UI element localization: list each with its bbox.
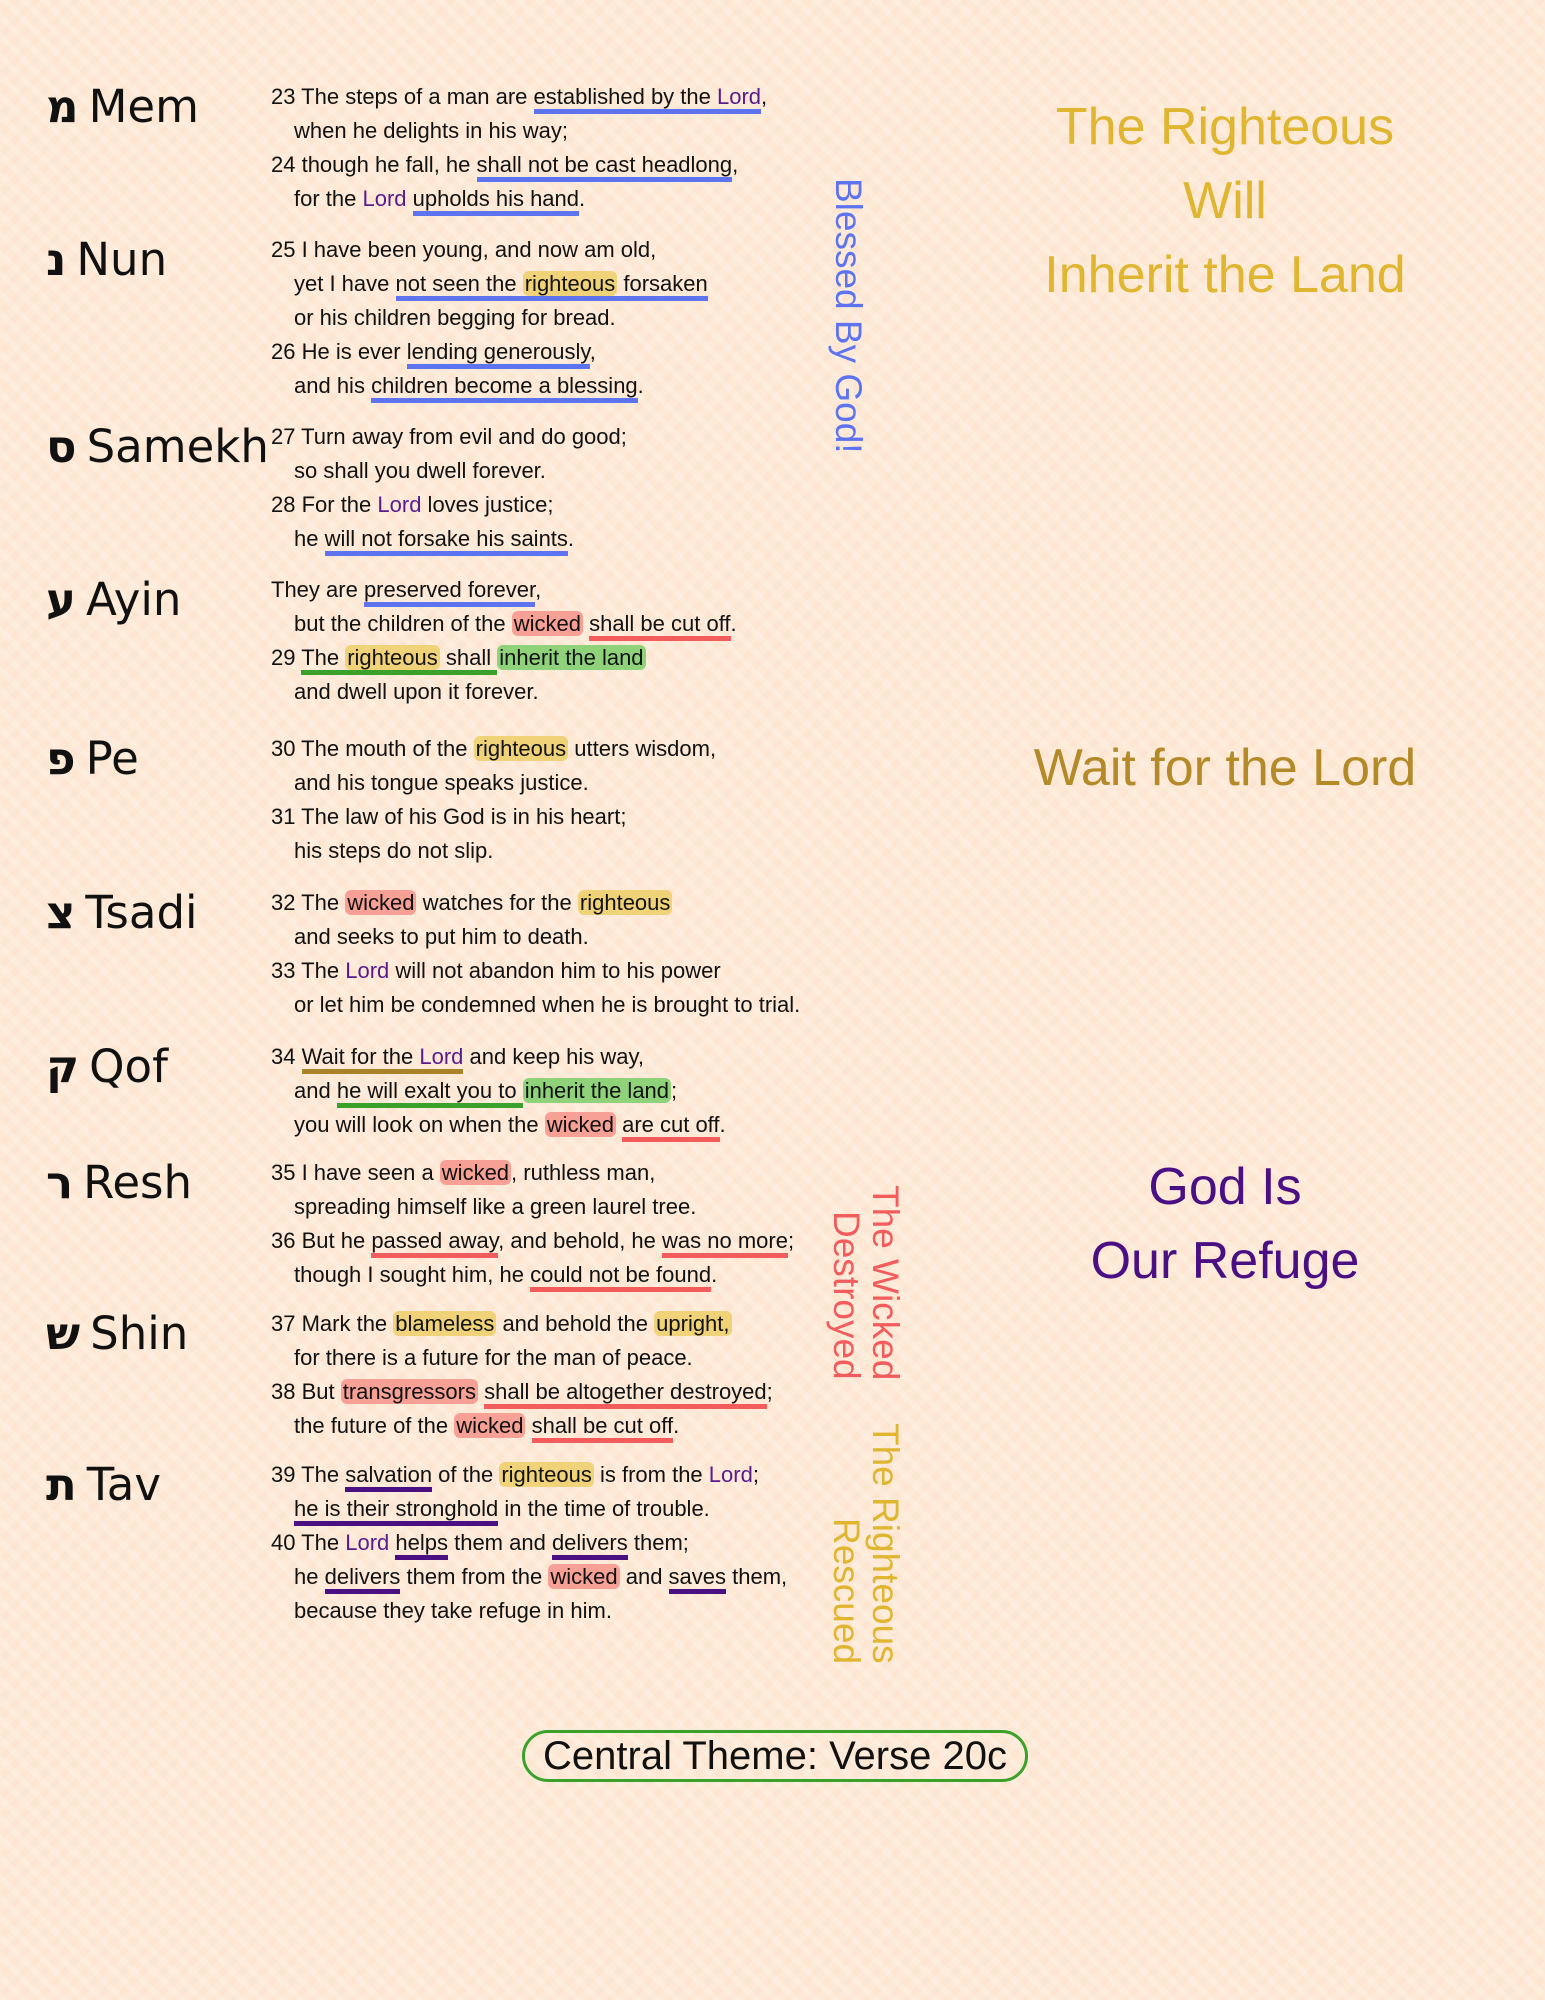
text: but the children of the [294, 611, 512, 636]
verse-line [271, 1458, 787, 1492]
wicked-highlight: wicked [546, 1112, 614, 1137]
letter-name: Mem [88, 80, 199, 133]
blessed-underline: will not forsake his saints [325, 526, 568, 556]
text: for the [294, 186, 363, 211]
text: them from the [400, 1564, 549, 1589]
blessed-underline [534, 84, 762, 114]
text: he [294, 1564, 325, 1589]
hebrew-letter: פ [46, 732, 76, 785]
verse-block [271, 1040, 726, 1142]
stanza-letter [46, 573, 181, 626]
text: he [294, 526, 325, 551]
text: forsaken [617, 271, 708, 296]
text: ; [766, 1379, 773, 1404]
lord-word: Lord [419, 1044, 464, 1069]
verse-line: so shall you dwell forever. [294, 458, 546, 483]
letter-name: Pe [85, 732, 139, 785]
theme-line: Will [1183, 172, 1267, 230]
righteous-highlight: righteous [524, 271, 616, 296]
text: and [294, 1078, 337, 1103]
hebrew-letter: ס [46, 420, 77, 473]
text: and behold the [496, 1311, 655, 1336]
verse-line [271, 886, 800, 920]
verse-line: or his children begging for bread. [294, 305, 616, 330]
verse-line [271, 1492, 787, 1526]
text: you will look on when the [294, 1112, 545, 1137]
lord-word: Lord [345, 958, 390, 983]
text: the future of the [294, 1413, 455, 1438]
text: . [730, 611, 737, 636]
theme-wait-for-the-lord: Wait for the Lord [1033, 739, 1417, 797]
text: 39 The [271, 1462, 346, 1487]
verse-line [271, 573, 737, 607]
righteous-highlight: righteous [501, 1462, 592, 1487]
hebrew-letter: ק [46, 1040, 80, 1093]
text: 29 [271, 645, 302, 670]
text: them, [726, 1564, 788, 1589]
central-theme-badge: Central Theme: Verse 20c [522, 1730, 1028, 1782]
text [407, 186, 413, 211]
text: 24 though he fall, he [271, 152, 477, 177]
inherit-underline: he will exalt you to [337, 1078, 523, 1108]
lord-word: Lord [345, 1530, 390, 1555]
text: They are [271, 577, 364, 602]
text: and his [294, 373, 372, 398]
verse-line [271, 607, 737, 641]
verse-line [271, 522, 627, 556]
verse-line [271, 1307, 773, 1341]
text: . [567, 526, 575, 551]
text: established by the [533, 84, 717, 109]
hebrew-letter: ר [46, 1156, 74, 1209]
wicked-highlight: wicked [456, 1413, 524, 1438]
wicked-underline: could not be found [530, 1262, 711, 1292]
lord-word: Lord [717, 84, 762, 109]
letter-name: Shin [90, 1307, 189, 1360]
letter-name: Ayin [85, 573, 182, 626]
theme-line: God Is [1148, 1158, 1302, 1216]
text: . [579, 186, 586, 211]
text: 40 The [271, 1530, 346, 1555]
stanza-letter [46, 420, 269, 473]
text: . [711, 1262, 718, 1287]
hebrew-letter: ש [46, 1307, 81, 1360]
blessed-underline: children become a blessing [371, 373, 638, 403]
verse-line [271, 954, 800, 988]
verse-line [271, 1040, 726, 1074]
verse-line [271, 267, 708, 301]
text: of the [432, 1462, 500, 1487]
wicked-underline: shall be altogether destroyed [484, 1379, 767, 1409]
verse-line: 27 Turn away from evil and do good; [271, 424, 627, 449]
verse-line [271, 182, 767, 216]
wicked-underline: shall be cut off [589, 611, 730, 641]
verse-block [271, 1156, 794, 1292]
righteous-highlight: upright, [656, 1311, 730, 1336]
inherit-underline [301, 645, 497, 675]
righteous-highlight: blameless [395, 1311, 495, 1336]
text: 37 Mark the [271, 1311, 394, 1336]
hebrew-letter: ע [46, 573, 76, 626]
blessed-underline: shall not be cast headlong [477, 152, 733, 182]
wicked-underline: was no more [662, 1228, 788, 1258]
verse-block [271, 80, 767, 216]
stanza-letter [46, 886, 198, 939]
verse-line [271, 1375, 773, 1409]
wicked-highlight: wicked [550, 1564, 618, 1589]
text: , [589, 339, 596, 364]
text: Wait for the [301, 1044, 420, 1069]
verse-block [271, 1458, 787, 1628]
verse-line [271, 1526, 787, 1560]
verse-line [271, 1560, 787, 1594]
text: them; [627, 1530, 689, 1555]
verse-line [271, 335, 708, 369]
text: 26 He is ever [271, 339, 407, 364]
wicked-underline: passed away [371, 1228, 498, 1258]
verse-line: 31 The law of his God is in his heart; [271, 804, 627, 829]
text: watches for the [416, 890, 578, 915]
text: , ruthless man, [511, 1160, 656, 1185]
verse-line [271, 148, 767, 182]
refuge-underline: delivers [325, 1564, 401, 1594]
verse-line [271, 1156, 794, 1190]
verse-line: or let him be condemned when he is brought to trial. [294, 992, 801, 1017]
righteous-highlight: righteous [475, 736, 567, 761]
blessed-underline: lending generously [407, 339, 590, 369]
side-label-blessed: Blessed By God! [827, 178, 869, 454]
text: 38 But [271, 1379, 341, 1404]
verse-line [271, 641, 737, 675]
wicked-underline: shall be cut off [532, 1413, 673, 1443]
verse-line: 25 I have been young, and now am old, [271, 237, 657, 262]
text: . [637, 373, 644, 398]
text [525, 1413, 531, 1438]
theme-inherit-the-land [1000, 90, 1450, 312]
verse-line [271, 1409, 773, 1443]
stanza-letter [46, 233, 167, 286]
text: and keep his way, [463, 1044, 645, 1069]
letter-name: Tsadi [85, 886, 198, 939]
verse-block [271, 420, 627, 556]
text: . [719, 1112, 726, 1137]
stanza-letter [46, 1458, 161, 1511]
blessed-underline [396, 271, 708, 301]
refuge-underline: saves [669, 1564, 726, 1594]
verse-line [271, 732, 716, 766]
text: them and [447, 1530, 552, 1555]
theme-line: Inherit the Land [1044, 246, 1406, 304]
verse-line [271, 1074, 726, 1108]
text: 33 The [271, 958, 346, 983]
text: ; [752, 1462, 759, 1487]
verse-line [271, 80, 767, 114]
verse-line: because they take refuge in him. [294, 1598, 612, 1623]
hebrew-letter: ת [46, 1458, 77, 1511]
stanza-letter [46, 1307, 188, 1360]
refuge-underline: helps [395, 1530, 448, 1560]
wicked-highlight: wicked [513, 611, 581, 636]
stanza-letter [46, 732, 139, 785]
verse-line [271, 488, 627, 522]
hebrew-letter: צ [46, 886, 76, 939]
verse-block [271, 573, 737, 709]
text: 28 For the [271, 492, 378, 517]
blessed-underline: preserved forever [364, 577, 535, 607]
text: ; [787, 1228, 795, 1253]
stanza-letter [46, 1156, 192, 1209]
refuge-underline: he is their stronghold [294, 1496, 498, 1526]
refuge-underline: delivers [552, 1530, 628, 1560]
righteous-highlight: righteous [347, 645, 438, 670]
verse-block [271, 1307, 773, 1443]
stanza-letter [46, 1040, 168, 1093]
verse-line: when he delights in his way; [294, 118, 568, 143]
verse-block [271, 732, 716, 868]
theme-line: Our Refuge [1090, 1232, 1360, 1290]
text: , [732, 152, 739, 177]
text: 34 [271, 1044, 302, 1069]
verse-line: and his tongue speaks justice. [294, 770, 589, 795]
verse-block [271, 233, 708, 403]
lord-word: Lord [708, 1462, 753, 1487]
text: 30 The mouth of the [271, 736, 474, 761]
hebrew-letter: מ [46, 80, 79, 133]
text: in the time of trouble. [498, 1496, 710, 1521]
text: The [301, 645, 346, 670]
text: ; [671, 1078, 678, 1103]
verse-line [271, 1108, 726, 1142]
inherit-highlight: inherit the land [499, 645, 644, 670]
wicked-highlight: wicked [347, 890, 415, 915]
inherit-highlight: inherit the land [524, 1078, 670, 1103]
text: yet I have [294, 271, 396, 296]
text: is from the [593, 1462, 709, 1487]
wait-underline [302, 1044, 464, 1074]
letter-name: Resh [83, 1156, 192, 1209]
lord-word: Lord [362, 186, 407, 211]
text: loves justice; [421, 492, 554, 517]
text: , [535, 577, 542, 602]
letter-name: Samekh [86, 420, 269, 473]
verse-line: his steps do not slip. [294, 838, 494, 863]
text: 35 I have seen a [271, 1160, 440, 1185]
text: 32 The [271, 890, 346, 915]
text: . [673, 1413, 680, 1438]
lord-word: Lord [377, 492, 422, 517]
righteous-highlight: righteous [579, 890, 671, 915]
verse-line [271, 369, 708, 403]
verse-line [271, 1224, 794, 1258]
verse-line: and dwell upon it forever. [294, 679, 539, 704]
text: not seen the [395, 271, 523, 296]
wicked-underline: are cut off [622, 1112, 719, 1142]
text: 36 But he [271, 1228, 372, 1253]
text: will not abandon him to his power [389, 958, 721, 983]
verse-line: spreading himself like a green laurel tree. [294, 1194, 697, 1219]
verse-line: for there is a future for the man of peace. [294, 1345, 693, 1370]
text: and [619, 1564, 669, 1589]
letter-name: Nun [76, 233, 168, 286]
text: though I sought him, he [294, 1262, 531, 1287]
letter-name: Tav [86, 1458, 161, 1511]
theme-line: The Righteous [1055, 98, 1395, 156]
hebrew-letter: נ [46, 233, 67, 286]
wicked-highlight: wicked [441, 1160, 510, 1185]
wicked-highlight: transgressors [342, 1379, 476, 1404]
verse-line: and seeks to put him to death. [294, 924, 589, 949]
blessed-underline: upholds his hand [413, 186, 579, 216]
theme-god-is-our-refuge [1000, 1150, 1450, 1298]
verse-line [271, 1258, 794, 1292]
side-label-wicked-destroyed: The Wicked Destroyed [826, 1184, 906, 1380]
verse-block [271, 886, 800, 1022]
text: , and behold, he [498, 1228, 663, 1253]
stanza-letter [46, 80, 199, 133]
text: 23 The steps of a man are [271, 84, 534, 109]
side-label-righteous-rescued: The Righteous Rescued [826, 1423, 906, 1664]
text: shall [439, 645, 498, 670]
text: , [761, 84, 768, 109]
letter-name: Qof [89, 1040, 168, 1093]
text: utters wisdom, [568, 736, 717, 761]
refuge-underline: salvation [345, 1462, 432, 1492]
